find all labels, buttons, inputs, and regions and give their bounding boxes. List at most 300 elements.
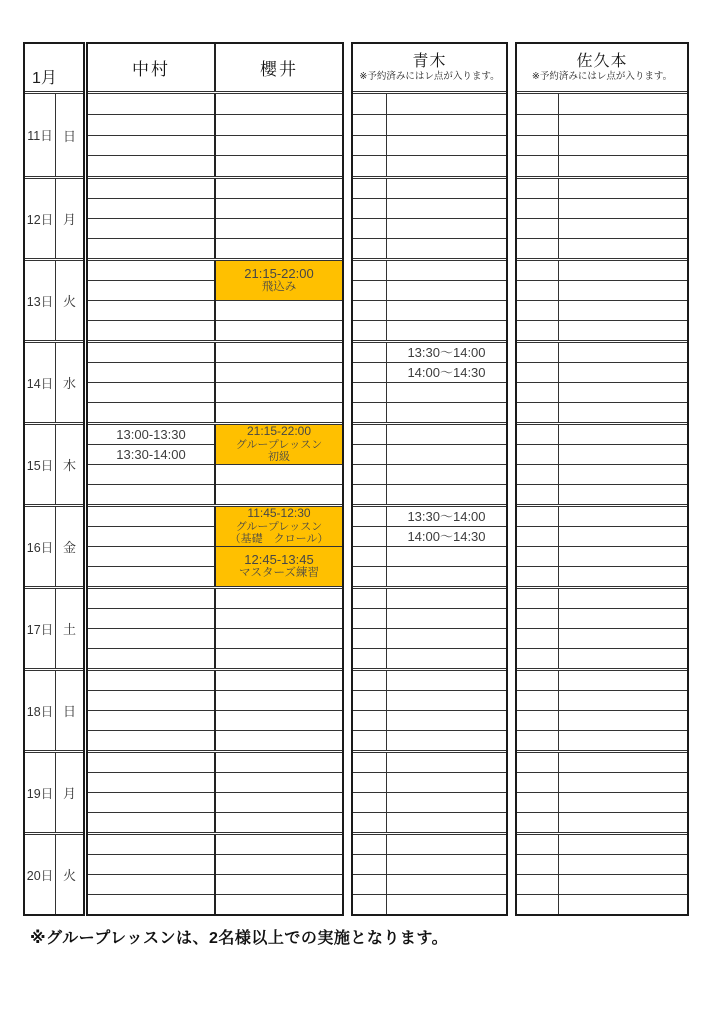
day-block: [25, 422, 83, 504]
slot-cell: [353, 179, 386, 198]
slot-cell: [216, 874, 342, 894]
slot-cell: [88, 444, 214, 464]
nakamura-column: [88, 835, 214, 914]
slot-cell: [216, 135, 342, 156]
slot-cell: [88, 179, 214, 198]
slot-cell: [387, 608, 506, 628]
nakamura-column: [88, 753, 214, 832]
slot-cell: [559, 566, 687, 586]
weekday-cell: 月: [62, 786, 76, 801]
slot-cell: [559, 648, 687, 668]
slot-cell: [353, 648, 386, 668]
slot-cell: [216, 382, 342, 402]
date-cell: 15日: [25, 425, 56, 504]
sakurai-column: [214, 671, 342, 750]
date-cell: 18日: [25, 671, 56, 750]
slot-text: 13:30-14:00: [116, 446, 186, 462]
day-block: [25, 504, 83, 586]
sakurai-column: [214, 261, 342, 340]
day-block: [353, 94, 506, 176]
nakamura-column: [88, 671, 214, 750]
sakumoto-check-column: [517, 835, 559, 914]
day-block: [88, 176, 342, 258]
day-block: [517, 258, 687, 340]
sakumoto-section: [515, 42, 689, 916]
slot-cell: [88, 710, 214, 730]
slot-cell: [88, 402, 214, 422]
slot-cell: [353, 300, 386, 320]
day-block: [353, 586, 506, 668]
slot-cell: [517, 608, 558, 628]
aoki-check-column: [353, 753, 387, 832]
slot-cell: [88, 671, 214, 690]
sakurai-column: [214, 835, 342, 914]
slot-cell: [559, 135, 687, 156]
date-rows: [25, 94, 83, 914]
sakumoto-check-column: [517, 179, 559, 258]
day-block: [517, 504, 687, 586]
day-block: [88, 258, 342, 340]
slot-text: 13:30～14:00: [407, 508, 486, 524]
day-block: [353, 176, 506, 258]
slot-cell: [387, 753, 506, 772]
slot-cell: [517, 566, 558, 586]
nakamura-sakurai-rows: [88, 94, 342, 914]
slot-cell: [517, 628, 558, 648]
slot-cell: [353, 155, 386, 176]
slot-cell: [353, 135, 386, 156]
slot-cell: [517, 710, 558, 730]
aoki-column: [387, 753, 506, 832]
slot-cell: [517, 114, 558, 135]
instructor-name: 佐久本: [576, 52, 628, 70]
sakumoto-column: [559, 589, 687, 668]
day-block: [25, 750, 83, 832]
day-block: [25, 340, 83, 422]
slot-cell: [387, 894, 506, 914]
aoki-check-column: [353, 671, 387, 750]
date-cell: 13日: [25, 261, 56, 340]
sakurai-column: [214, 343, 342, 422]
slot-cell: [517, 546, 558, 566]
day-block: [25, 668, 83, 750]
slot-cell: [559, 238, 687, 258]
slot-text: 13:30～14:00: [407, 344, 486, 360]
slot-cell: [517, 730, 558, 750]
sakumoto-column: [559, 507, 687, 586]
slot-cell: [387, 402, 506, 422]
aoki-column: [387, 179, 506, 258]
day-block: [517, 94, 687, 176]
weekday-cell: 月: [62, 212, 76, 227]
slot-cell: [216, 218, 342, 238]
slot-cell: [88, 835, 214, 854]
slot-cell: [559, 198, 687, 218]
sakumoto-check-column: [517, 589, 559, 668]
slot-cell: [88, 608, 214, 628]
slot-cell: [216, 812, 342, 832]
aoki-check-column: [353, 507, 387, 586]
sakumoto-column: [559, 835, 687, 914]
slot-cell: [353, 546, 386, 566]
slot-cell: [353, 507, 386, 526]
slot-cell: [559, 710, 687, 730]
slot-cell: [353, 198, 386, 218]
date-section: [23, 42, 85, 916]
slot-cell: [353, 280, 386, 300]
date-cell: 16日: [25, 507, 56, 586]
slot-cell: [387, 135, 506, 156]
slot-cell: [559, 155, 687, 176]
aoki-check-column: [353, 94, 387, 176]
day-block: [517, 832, 687, 914]
slot-cell: [387, 526, 506, 546]
day-block: [25, 586, 83, 668]
sakumoto-column: [559, 261, 687, 340]
slot-cell: [216, 402, 342, 422]
aoki-column: [387, 343, 506, 422]
sakurai-column: [214, 425, 342, 504]
slot-cell: [387, 94, 506, 114]
slot-cell: [216, 198, 342, 218]
slot-cell: [216, 343, 342, 362]
slot-cell: [559, 546, 687, 566]
sakumoto-check-column: [517, 343, 559, 422]
slot-cell: [387, 444, 506, 464]
slot-cell: [353, 628, 386, 648]
slot-cell: [517, 218, 558, 238]
instructor-name: 青木: [412, 52, 447, 70]
slot-text: 21:15-22:00: [244, 265, 314, 281]
slot-cell: [88, 730, 214, 750]
slot-cell: [517, 425, 558, 444]
slot-cell: [216, 608, 342, 628]
slot-cell: [88, 114, 214, 135]
sakumoto-rows: [517, 94, 687, 914]
aoki-column: [387, 261, 506, 340]
slot-cell: [517, 671, 558, 690]
slot-cell: [387, 730, 506, 750]
day-block: [88, 94, 342, 176]
slot-cell: [559, 218, 687, 238]
slot-cell: [353, 671, 386, 690]
slot-cell: [517, 507, 558, 526]
slot-cell: [216, 894, 342, 914]
slot-cell: [353, 730, 386, 750]
slot-cell: [353, 218, 386, 238]
slot-cell: [216, 589, 342, 608]
instructor-header-sakurai: 櫻井: [214, 44, 342, 91]
slot-cell: [216, 94, 342, 114]
slot-cell: [387, 320, 506, 340]
slot-cell: [88, 894, 214, 914]
slot-cell: [387, 628, 506, 648]
slot-cell: [517, 874, 558, 894]
slot-cell: [517, 198, 558, 218]
slot-cell: [216, 628, 342, 648]
slot-text: 13:00-13:30: [116, 426, 186, 442]
slot-cell: [517, 894, 558, 914]
slot-cell: [216, 300, 342, 320]
day-block: [517, 340, 687, 422]
slot-cell: [387, 261, 506, 280]
slot-cell: [559, 854, 687, 874]
slot-cell: [353, 425, 386, 444]
day-block: [88, 586, 342, 668]
slot-cell: [559, 874, 687, 894]
sakumoto-column: [559, 179, 687, 258]
slot-cell: [387, 218, 506, 238]
slot-cell: [517, 238, 558, 258]
slot-cell: [517, 135, 558, 156]
slot-cell: [88, 280, 214, 300]
weekday-cell: 日: [62, 704, 76, 719]
slot-cell: [387, 114, 506, 135]
slot-cell: [88, 874, 214, 894]
slot-cell: [559, 402, 687, 422]
slot-cell: [387, 854, 506, 874]
slot-cell: [216, 179, 342, 198]
slot-cell: [559, 589, 687, 608]
instructor-header-row: [88, 44, 342, 94]
slot-cell: [216, 772, 342, 792]
slot-cell: [216, 730, 342, 750]
slot-cell: [559, 753, 687, 772]
slot-cell: [517, 835, 558, 854]
sakumoto-check-column: [517, 425, 559, 504]
date-cell: 12日: [25, 179, 56, 258]
slot-cell: [559, 835, 687, 854]
slot-cell: [216, 155, 342, 176]
day-block: [517, 586, 687, 668]
slot-cell: [88, 812, 214, 832]
nakamura-sakurai-section: [86, 42, 344, 916]
slot-cell: [559, 628, 687, 648]
slot-cell: [88, 589, 214, 608]
slot-cell: [387, 589, 506, 608]
date-cell: 19日: [25, 753, 56, 832]
slot-cell: [517, 690, 558, 710]
slot-cell: [353, 362, 386, 382]
month-cell: 1月: [25, 44, 83, 94]
day-block: [517, 750, 687, 832]
slot-cell: [353, 484, 386, 504]
reservation-note: ※予約済みにはレ点が入ります。: [531, 71, 673, 82]
day-block: [353, 258, 506, 340]
slot-cell: [88, 135, 214, 156]
slot-cell: [88, 362, 214, 382]
slot-cell: [517, 261, 558, 280]
slot-text: 12:45-13:45: [244, 552, 314, 568]
nakamura-column: [88, 425, 214, 504]
slot-cell: [353, 690, 386, 710]
slot-cell: [387, 343, 506, 362]
slot-text: 14:00～14:30: [407, 364, 486, 380]
slot-text: 14:00～14:30: [407, 528, 486, 544]
slot-cell: [353, 566, 386, 586]
weekday-cell: 日: [62, 128, 76, 144]
slot-cell: [559, 792, 687, 812]
slot-cell: [216, 690, 342, 710]
slot-cell: [353, 608, 386, 628]
slot-cell: [559, 444, 687, 464]
slot-cell: [387, 566, 506, 586]
slot-cell: [517, 648, 558, 668]
slot-cell: [559, 179, 687, 198]
slot-cell: [216, 671, 342, 690]
slot-text: 21:15-22:00: [246, 425, 312, 439]
slot-cell: [387, 238, 506, 258]
day-block: [517, 176, 687, 258]
slot-cell: [559, 507, 687, 526]
slot-cell: [559, 730, 687, 750]
day-block: [88, 750, 342, 832]
slot-text: マスターズ練習: [239, 567, 319, 580]
slot-cell: [216, 114, 342, 135]
sakumoto-check-column: [517, 671, 559, 750]
lesson-cell-highlighted: [216, 425, 342, 464]
slot-cell: [517, 772, 558, 792]
slot-cell: [216, 320, 342, 340]
slot-cell: [387, 464, 506, 484]
slot-cell: [387, 772, 506, 792]
slot-cell: [88, 628, 214, 648]
slot-cell: [88, 690, 214, 710]
nakamura-column: [88, 261, 214, 340]
slot-cell: [353, 343, 386, 362]
day-block: [353, 422, 506, 504]
slot-cell: [216, 854, 342, 874]
nakamura-column: [88, 94, 214, 176]
slot-cell: [387, 179, 506, 198]
aoki-check-column: [353, 425, 387, 504]
slot-cell: [353, 753, 386, 772]
slot-cell: [387, 362, 506, 382]
slot-cell: [387, 648, 506, 668]
slot-cell: [559, 772, 687, 792]
slot-cell: [216, 835, 342, 854]
slot-cell: [559, 425, 687, 444]
day-block: [517, 668, 687, 750]
slot-cell: [559, 526, 687, 546]
day-block: [353, 832, 506, 914]
weekday-cell: 木: [62, 458, 76, 473]
instructor-header-nakamura: 中村: [132, 60, 170, 79]
day-block: [88, 668, 342, 750]
lesson-cell-highlighted: [216, 507, 342, 546]
day-block: [517, 422, 687, 504]
aoki-section: [351, 42, 508, 916]
slot-cell: [387, 198, 506, 218]
slot-cell: [353, 94, 386, 114]
date-cell: 20日: [25, 835, 56, 914]
day-block: [353, 668, 506, 750]
slot-cell: [88, 198, 214, 218]
aoki-check-column: [353, 179, 387, 258]
day-block: [88, 340, 342, 422]
weekday-cell: 火: [62, 868, 76, 883]
slot-text: （基礎 クロール）: [229, 533, 329, 546]
slot-cell: [88, 772, 214, 792]
slot-cell: [517, 402, 558, 422]
slot-cell: [517, 753, 558, 772]
slot-cell: [88, 94, 214, 114]
date-cell: 17日: [25, 589, 56, 668]
sakumoto-column: [559, 671, 687, 750]
slot-cell: [353, 589, 386, 608]
slot-cell: [387, 812, 506, 832]
aoki-column: [387, 94, 506, 176]
slot-cell: [559, 464, 687, 484]
slot-cell: [387, 874, 506, 894]
footnote: ※グループレッスンは、2名様以上での実施となります。: [30, 930, 449, 947]
slot-cell: [88, 425, 214, 444]
weekday-cell: 土: [62, 622, 76, 637]
slot-cell: [559, 320, 687, 340]
sakurai-column: [214, 94, 342, 176]
date-cell: 11日: [25, 94, 56, 176]
slot-text: グループレッスン: [235, 438, 323, 451]
sakumoto-column: [559, 94, 687, 176]
slot-cell: [353, 402, 386, 422]
day-block: [88, 504, 342, 586]
slot-cell: [88, 792, 214, 812]
day-block: [88, 422, 342, 504]
slot-cell: [387, 671, 506, 690]
slot-cell: [88, 854, 214, 874]
slot-cell: [387, 546, 506, 566]
slot-cell: [88, 261, 214, 280]
slot-cell: [517, 484, 558, 504]
day-block: [88, 832, 342, 914]
slot-cell: [387, 710, 506, 730]
sakurai-column: [214, 507, 342, 586]
slot-cell: [517, 526, 558, 546]
instructor-header-aoki: [353, 44, 506, 94]
slot-cell: [559, 94, 687, 114]
slot-cell: [88, 155, 214, 176]
slot-cell: [216, 753, 342, 772]
aoki-check-column: [353, 589, 387, 668]
slot-cell: [517, 854, 558, 874]
slot-cell: [517, 179, 558, 198]
schedule-table: [23, 42, 724, 916]
lesson-cell-highlighted: [216, 261, 342, 300]
slot-cell: [559, 382, 687, 402]
slot-cell: [517, 155, 558, 176]
slot-cell: [353, 382, 386, 402]
slot-cell: [88, 546, 214, 566]
slot-cell: [353, 238, 386, 258]
nakamura-column: [88, 589, 214, 668]
slot-cell: [517, 362, 558, 382]
aoki-column: [387, 425, 506, 504]
slot-cell: [517, 94, 558, 114]
slot-cell: [559, 300, 687, 320]
slot-cell: [353, 854, 386, 874]
slot-cell: [387, 792, 506, 812]
slot-cell: [517, 382, 558, 402]
slot-cell: [353, 812, 386, 832]
sakurai-column: [214, 753, 342, 832]
slot-cell: [353, 526, 386, 546]
day-block: [25, 258, 83, 340]
day-block: [25, 832, 83, 914]
slot-cell: [559, 343, 687, 362]
aoki-column: [387, 835, 506, 914]
slot-cell: [559, 812, 687, 832]
slot-cell: [517, 280, 558, 300]
